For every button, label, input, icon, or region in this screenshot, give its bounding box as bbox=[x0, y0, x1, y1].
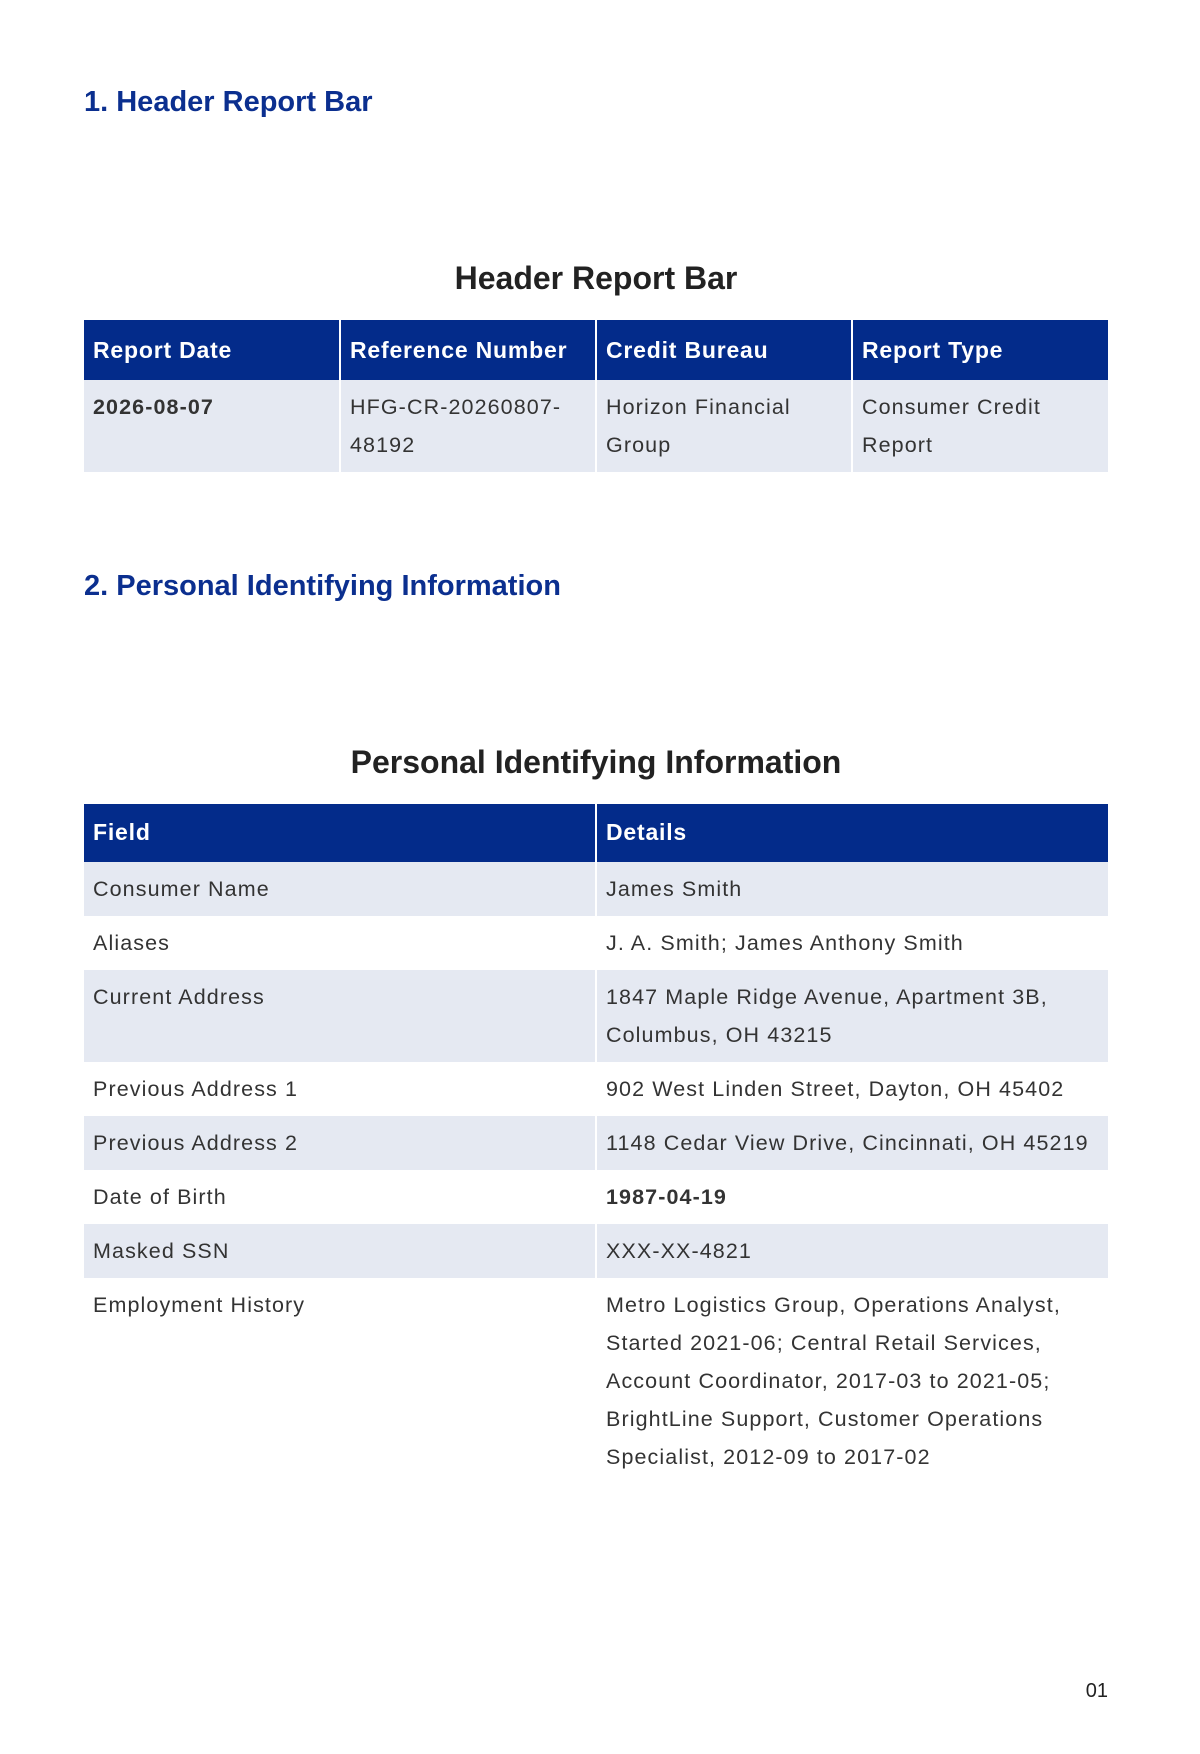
field-label-date-of-birth: Date of Birth bbox=[84, 1170, 596, 1224]
field-value-current-address: 1847 Maple Ridge Avenue, Apartment 3B, Columbus, OH 43215 bbox=[596, 970, 1108, 1062]
credit-bureau-cell: Horizon Financial Group bbox=[596, 380, 852, 472]
report-date-cell: 2026-08-07 bbox=[84, 380, 340, 472]
column-header-field: Field bbox=[84, 804, 596, 862]
reference-number-cell: HFG-CR-20260807-48192 bbox=[340, 380, 596, 472]
section-heading-personal-information: 2. Personal Identifying Information bbox=[84, 570, 561, 602]
table-title-header-report-bar: Header Report Bar bbox=[454, 260, 738, 296]
table-title-personal-information: Personal Identifying Information bbox=[350, 744, 842, 780]
table-header-row bbox=[84, 804, 1108, 862]
header-report-table bbox=[84, 320, 1108, 472]
field-value-date-of-birth: 1987-04-19 bbox=[606, 1185, 727, 1209]
column-header-report-type: Report Type bbox=[852, 320, 1108, 380]
table-row bbox=[84, 1062, 1108, 1116]
field-value-masked-ssn: XXX-XX-4821 bbox=[596, 1224, 1108, 1278]
column-header-reference-number: Reference Number bbox=[340, 320, 596, 380]
table-row bbox=[84, 1116, 1108, 1170]
table-row bbox=[84, 862, 1108, 916]
field-value-consumer-name: James Smith bbox=[596, 862, 1108, 916]
field-label-previous-address-1: Previous Address 1 bbox=[84, 1062, 596, 1116]
table-row bbox=[84, 970, 1108, 1062]
section-heading-header-report-bar: 1. Header Report Bar bbox=[84, 86, 373, 118]
field-label-previous-address-2: Previous Address 2 bbox=[84, 1116, 596, 1170]
personal-information-table bbox=[84, 804, 1108, 1484]
field-label-current-address: Current Address bbox=[84, 970, 596, 1062]
table-row bbox=[84, 1278, 1108, 1484]
table-header-row bbox=[84, 320, 1108, 380]
field-label-aliases: Aliases bbox=[84, 916, 596, 970]
table-row bbox=[84, 380, 1108, 472]
report-type-cell: Consumer Credit Report bbox=[852, 380, 1108, 472]
column-header-report-date: Report Date bbox=[84, 320, 340, 380]
column-header-credit-bureau: Credit Bureau bbox=[596, 320, 852, 380]
field-label-consumer-name: Consumer Name bbox=[84, 862, 596, 916]
field-label-employment-history: Employment History bbox=[84, 1278, 596, 1484]
table-row bbox=[84, 1170, 1108, 1224]
field-value-aliases: J. A. Smith; James Anthony Smith bbox=[606, 931, 964, 955]
page-number: 01 bbox=[1085, 1680, 1108, 1702]
field-value-previous-address-1: 902 West Linden Street, Dayton, OH 45402 bbox=[606, 1077, 1065, 1101]
table-row bbox=[84, 1224, 1108, 1278]
column-header-details: Details bbox=[596, 804, 1108, 862]
field-value-previous-address-2: 1148 Cedar View Drive, Cincinnati, OH 45219 bbox=[596, 1116, 1108, 1170]
table-row bbox=[84, 916, 1108, 970]
field-label-masked-ssn: Masked SSN bbox=[84, 1224, 596, 1278]
field-value-employment-history: Metro Logistics Group, Operations Analyst, Started 2021-06; Central Retail Services, Account Coordinator, 2017-03 to 2021-05; BrightLine Support, Customer Operations Specialist, 2012-09 to 2017-02 bbox=[606, 1293, 1061, 1469]
